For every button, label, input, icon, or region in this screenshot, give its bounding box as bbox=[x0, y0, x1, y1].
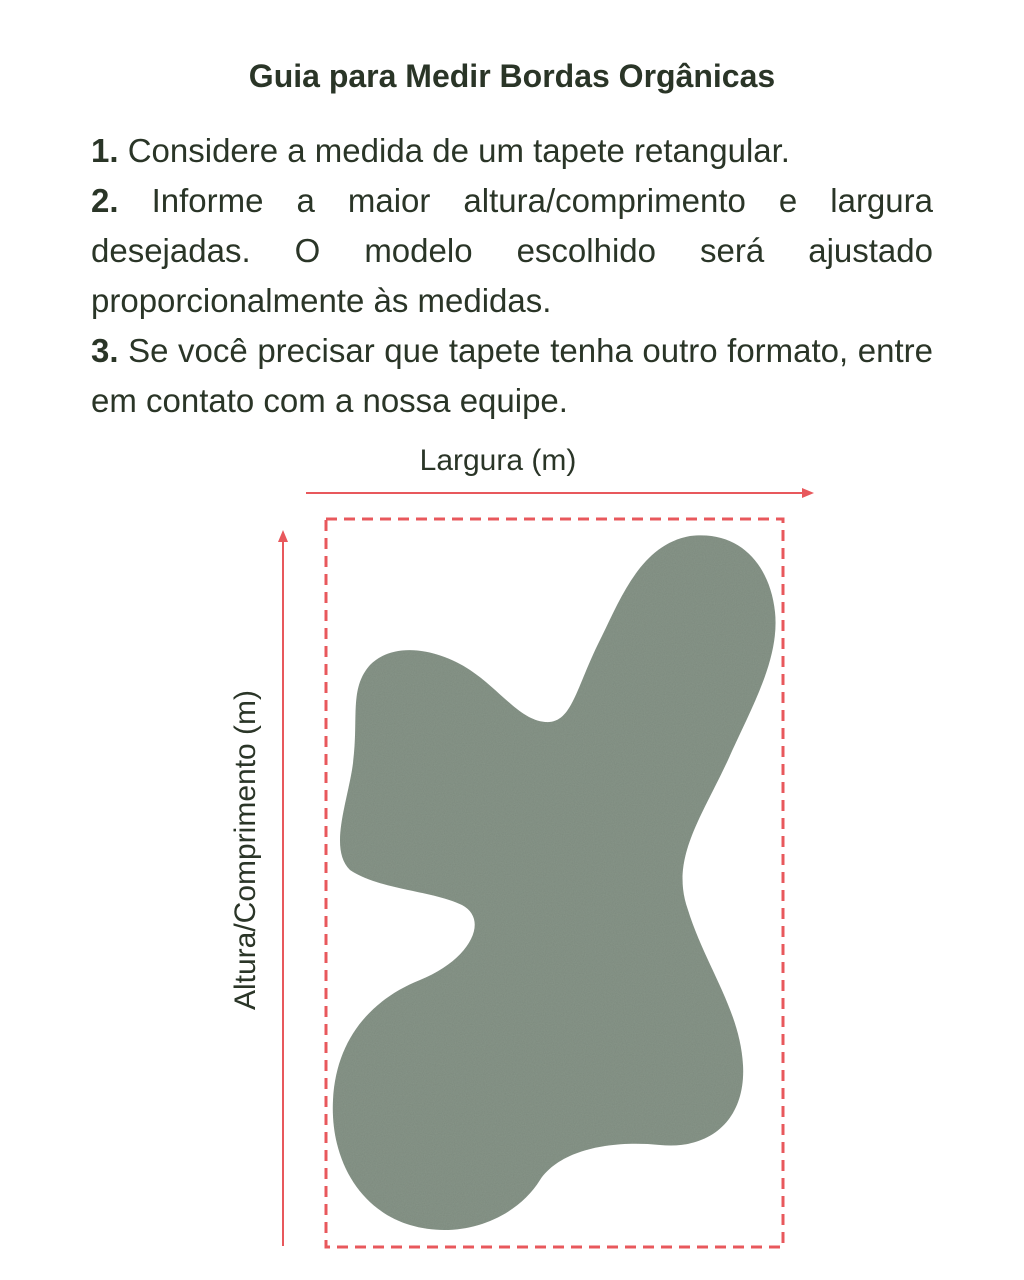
width-label: Largura (m) bbox=[419, 444, 577, 477]
arrow-up-icon bbox=[278, 530, 288, 1246]
arrow-right-icon bbox=[306, 488, 814, 498]
step-number: 1. bbox=[91, 132, 119, 169]
step-text: Considere a medida de um tapete retangular. bbox=[127, 132, 790, 169]
page-title: Guia para Medir Bordas Orgânicas bbox=[248, 58, 776, 94]
height-label: Altura/Comprimento (m) bbox=[229, 689, 262, 1011]
step-text: Informe a maior altura/comprimento e largura desejadas. O modelo escolhido será ajustado proporcionalmente às medidas. bbox=[91, 182, 933, 319]
organic-rug-shape bbox=[333, 535, 776, 1230]
step-number: 2. bbox=[91, 182, 119, 219]
step-number: 3. bbox=[91, 332, 119, 369]
step-text: Se você precisar que tapete tenha outro formato, entre em contato com a nossa equipe. bbox=[91, 332, 933, 419]
